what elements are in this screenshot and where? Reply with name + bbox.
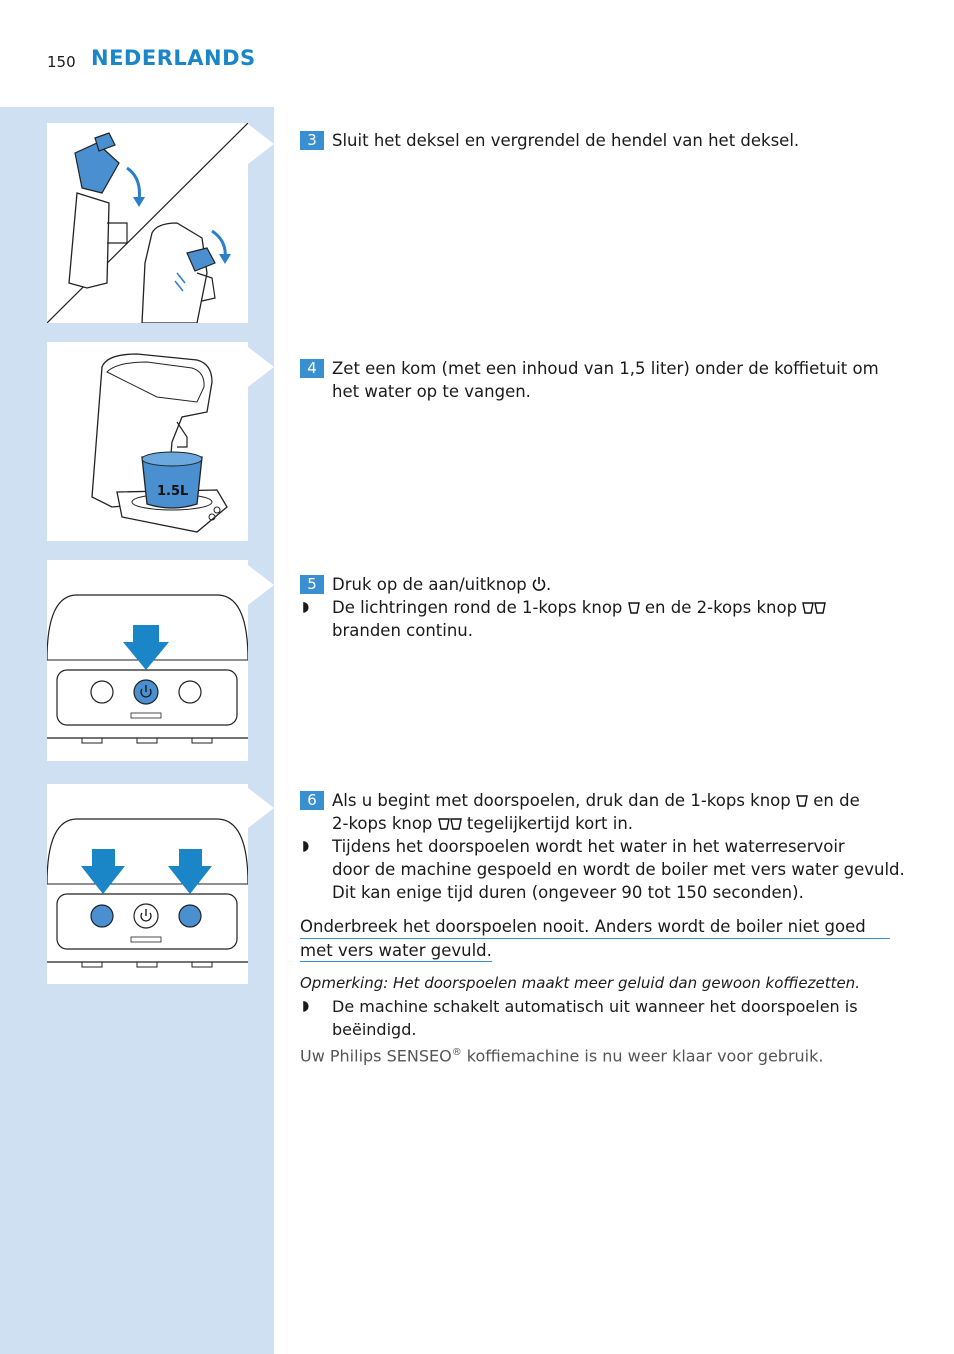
bullet-text: Tijdens het doorspoelen wordt het water in het waterreservoir xyxy=(332,837,845,856)
step-number: 5 xyxy=(300,575,324,594)
registered-mark: ® xyxy=(451,1047,462,1058)
bullet-text: De lichtringen rond de 1-kops knop xyxy=(332,598,623,617)
one-cup-icon xyxy=(796,794,808,808)
step-text: Sluit het deksel en vergrendel de hendel van het deksel. xyxy=(332,131,800,150)
bullet-text: Dit kan enige tijd duren (ongeveer 90 tot 150 seconden). xyxy=(332,883,804,902)
two-cup-icon xyxy=(802,601,826,615)
figure-pointer xyxy=(248,124,274,164)
bullet-icon: ◗ xyxy=(302,599,310,615)
page-number: 150 xyxy=(47,53,76,71)
step-number: 6 xyxy=(300,791,324,810)
bullet-icon: ◗ xyxy=(302,998,310,1014)
bullet-text: door de machine gespoeld en wordt de boiler met vers water gevuld. xyxy=(332,860,905,879)
figure-close-lid xyxy=(47,123,248,323)
bullet-text: branden continu. xyxy=(332,621,473,640)
two-cup-icon xyxy=(438,817,462,831)
step-6 xyxy=(300,789,915,904)
figure-pointer xyxy=(248,788,274,828)
step-number: 4 xyxy=(300,359,324,378)
note-title: Opmerking: Het doorspoelen maakt meer geluid dan gewoon koffiezetten. xyxy=(300,974,860,992)
one-cup-icon xyxy=(628,601,640,615)
step-number: 3 xyxy=(300,131,324,150)
warning xyxy=(300,915,890,962)
bullet-text: De machine schakelt automatisch uit wanneer het doorspoelen is xyxy=(332,997,858,1016)
step-4 xyxy=(300,357,915,403)
bullet-text: beëindigd. xyxy=(332,1020,417,1039)
step-text: Zet een kom (met een inhoud van 1,5 liter) onder de koffietuit om xyxy=(332,359,879,378)
figure-pointer xyxy=(248,565,274,605)
bullet-text: en de 2-kops knop xyxy=(644,598,798,617)
final-text: koffiemachine is nu weer klaar voor gebruik. xyxy=(461,1046,824,1066)
warning-text: met vers water gevuld. xyxy=(300,941,492,960)
step-text: Als u begint met doorspoelen, druk dan de 1-kops knop xyxy=(332,791,791,810)
step-text: en de xyxy=(813,791,860,810)
final-statement xyxy=(300,1041,915,1067)
figure-power-button xyxy=(47,560,248,761)
power-icon xyxy=(532,576,546,592)
figure-pointer xyxy=(248,347,274,387)
step-text: het water op te vangen. xyxy=(332,382,531,401)
bullet-icon: ◗ xyxy=(302,838,310,854)
step-3 xyxy=(300,129,915,152)
warning-text: Onderbreek het doorspoelen nooit. Anders wordt de boiler niet goed xyxy=(300,915,890,939)
figure-bowl xyxy=(47,342,248,541)
section-title: NEDERLANDS xyxy=(91,46,256,70)
step-text: 2-kops knop xyxy=(332,814,433,833)
figure-cup-buttons xyxy=(47,784,248,984)
step-text: Druk op de aan/uitknop xyxy=(332,575,527,594)
final-text: Uw Philips SENSEO xyxy=(300,1046,452,1066)
bowl-label: 1.5L xyxy=(157,484,189,499)
step-text: tegelijkertijd kort in. xyxy=(466,814,634,833)
step-5: 5 Druk op de aan/uitknop . ◗ De lichtringen rond de 1-kops knop en de 2-kops knop branden continu. xyxy=(300,573,915,642)
note xyxy=(300,972,915,1067)
